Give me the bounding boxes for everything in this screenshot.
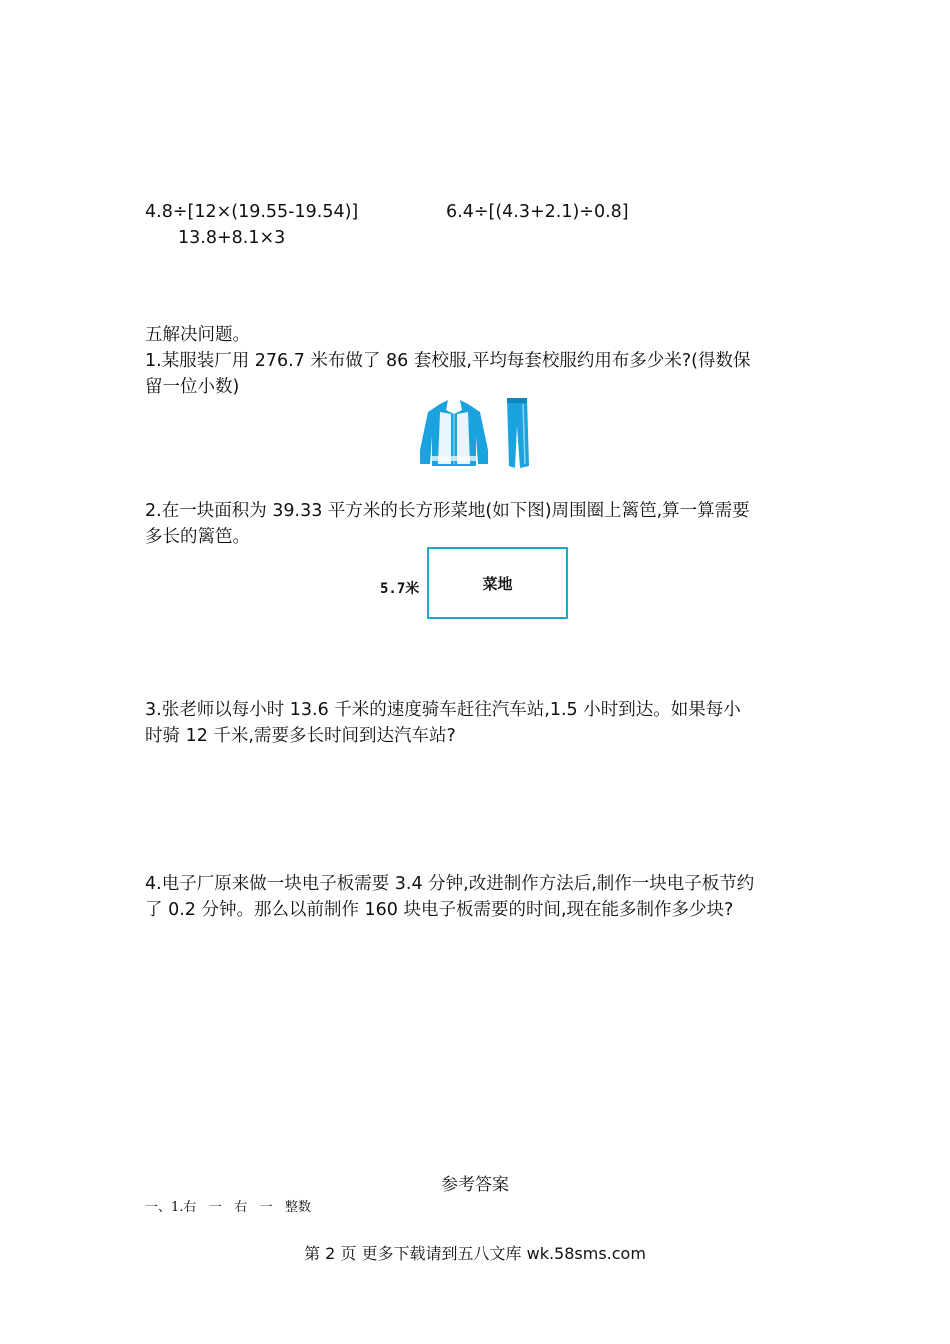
vegetable-plot-diagram — [427, 547, 568, 619]
page-footer: 第 2 页 更多下载请到五八文库 wk.58sms.com — [304, 1244, 646, 1263]
section-heading: 五解决问题。 — [145, 325, 250, 345]
calc-expr-3: 13.8+8.1×3 — [178, 228, 286, 248]
question-4-line-1: 4.电子厂原来做一块电子板需要 3.4 分钟,改进制作方法后,制作一块电子板节约 — [145, 874, 755, 894]
school-pants-icon — [505, 396, 531, 470]
answers-line-1: 一、1.右 一 右 一 整数 — [145, 1200, 311, 1215]
question-2-line-1: 2.在一块面积为 39.33 平方米的长方形菜地(如下图)周围圈上篱笆,算一算需要 — [145, 501, 750, 521]
question-3-line-1: 3.张老师以每小时 13.6 千米的速度骑车赶往汽车站,1.5 小时到达。如果每小 — [145, 700, 741, 720]
school-jacket-icon — [418, 398, 490, 468]
answers-title: 参考答案 — [441, 1175, 509, 1195]
calc-expr-2: 6.4÷[(4.3+2.1)÷0.8] — [446, 202, 629, 222]
question-4-line-2: 了 0.2 分钟。那么以前制作 160 块电子板需要的时间,现在能多制作多少块? — [145, 900, 734, 920]
plot-side-length-label: 5.7米 — [380, 581, 420, 597]
question-1-line-2: 留一位小数) — [145, 377, 240, 397]
calc-expr-1: 4.8÷[12×(19.55-19.54)] — [145, 202, 359, 222]
question-1-line-1: 1.某服装厂用 276.7 米布做了 86 套校服,平均每套校服约用布多少米?(得数保 — [145, 351, 751, 371]
vegetable-plot-label: 菜地 — [482, 575, 513, 593]
question-3-line-2: 时骑 12 千米,需要多长时间到达汽车站? — [145, 726, 456, 746]
question-2-line-2: 多长的篱笆。 — [145, 527, 250, 547]
